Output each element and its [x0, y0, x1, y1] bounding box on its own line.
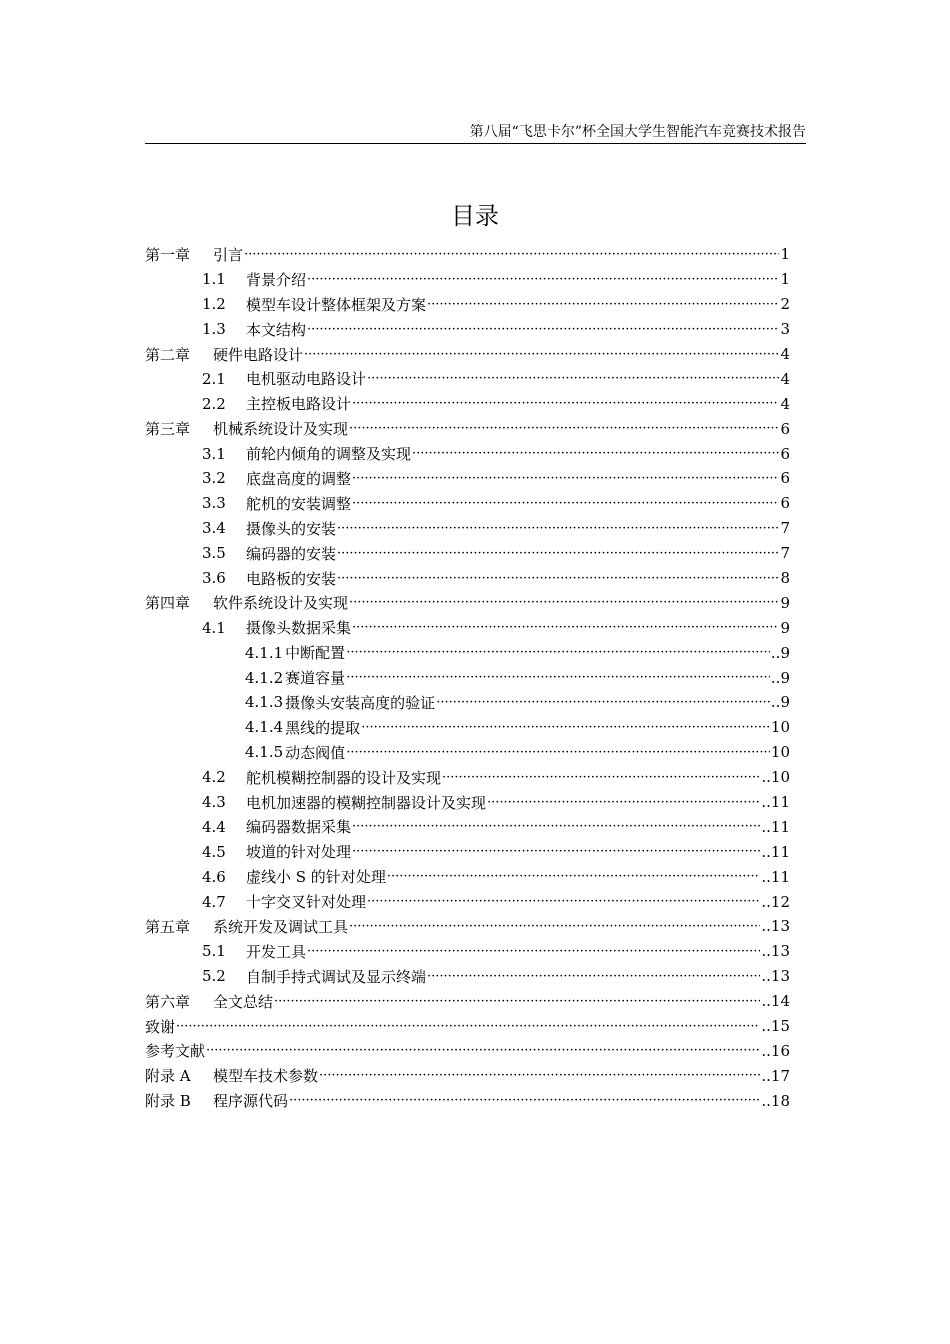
toc-entry-number: 第四章: [145, 594, 191, 613]
toc-entry-number: 第五章: [145, 917, 191, 936]
toc-entry[interactable]: [145, 292, 795, 317]
toc-entry[interactable]: [145, 989, 795, 1014]
toc-entry[interactable]: [145, 342, 795, 367]
toc-dot-leader: [274, 994, 760, 1009]
toc-entry[interactable]: [145, 366, 795, 391]
toc-entry-page: 4: [780, 394, 790, 413]
toc-entry-page: 10: [770, 718, 790, 737]
toc-entry-number: 5.1: [202, 942, 226, 961]
toc-entry-page: 2: [780, 295, 790, 314]
toc-entry-number: 4.1.3: [245, 693, 284, 712]
toc-entry-page: 9: [780, 593, 790, 612]
toc-dot-leader: [337, 521, 779, 536]
toc-entry-label: 电机加速器的模糊控制器设计及实现: [246, 793, 487, 812]
toc-dot-leader: [304, 347, 779, 362]
toc-entry-label: 模型车技术参数: [213, 1067, 319, 1086]
toc-dot-leader: [176, 1019, 760, 1034]
toc-entry-label: 本文结构: [246, 320, 307, 339]
toc-entry-label: 电机驱动电路设计: [246, 370, 367, 389]
toc-entry-number: 4.1.5: [245, 743, 284, 762]
toc-dot-leader: [352, 844, 760, 859]
toc-entry[interactable]: [145, 939, 795, 964]
toc-entry[interactable]: [145, 566, 795, 591]
toc-dot-leader: [349, 919, 760, 934]
toc-entry-number: 4.7: [202, 892, 226, 911]
toc-dot-leader: [367, 371, 779, 386]
toc-entry-page: ..16: [761, 1041, 790, 1060]
toc-entry-label: 底盘高度的调整: [246, 469, 352, 488]
toc-entry-label: 编码器数据采集: [246, 818, 352, 837]
toc-entry-page: ..11: [761, 842, 790, 861]
toc-entry[interactable]: [145, 640, 795, 665]
toc-entry-label: 开发工具: [246, 942, 307, 961]
toc-dot-leader: [346, 645, 770, 660]
toc-entry-number: 第六章: [145, 992, 191, 1011]
toc-entry-label: 参考文献: [145, 1042, 206, 1061]
toc-entry[interactable]: [145, 914, 795, 939]
toc-entry-label: 摄像头数据采集: [246, 619, 352, 638]
toc-entry[interactable]: [145, 690, 795, 715]
toc-entry[interactable]: [145, 416, 795, 441]
toc-entry-number: 4.1.4: [245, 718, 284, 737]
toc-entry-label: 坡道的针对处理: [246, 843, 352, 862]
toc-entry[interactable]: [145, 765, 795, 790]
toc-entry-number: 1.3: [202, 320, 226, 339]
toc-entry-number: 附录 A: [145, 1067, 191, 1086]
running-header: 第八届“飞思卡尔”杯全国大学生智能汽车竞赛技术报告: [469, 124, 806, 140]
toc-entry-number: 3.5: [202, 544, 226, 563]
toc-dot-leader: [352, 396, 779, 411]
toc-entry-page: 7: [780, 544, 790, 563]
toc-entry-label: 前轮内倾角的调整及实现: [246, 445, 412, 464]
toc-dot-leader: [319, 1068, 760, 1083]
toc-entry-page: ..15: [761, 1017, 790, 1036]
toc-entry[interactable]: [145, 889, 795, 914]
toc-entry-page: 10: [770, 743, 790, 762]
toc-entry-page: 8: [780, 569, 790, 588]
toc-entry-label: 舵机的安装调整: [246, 494, 352, 513]
toc-dot-leader: [352, 620, 779, 635]
toc-entry[interactable]: [145, 317, 795, 342]
toc-dot-leader: [352, 819, 760, 834]
toc-dot-leader: [349, 595, 779, 610]
table-of-contents: [145, 242, 795, 1113]
toc-entry-label: 动态阀值: [285, 743, 346, 762]
toc-entry[interactable]: [145, 740, 795, 765]
toc-entry-number: 2.1: [202, 369, 226, 388]
toc-dot-leader: [346, 745, 770, 760]
toc-entry-page: ..13: [761, 917, 790, 936]
toc-entry-page: 6: [780, 419, 790, 438]
toc-entry-number: 1.1: [202, 270, 226, 289]
toc-entry-number: 第三章: [145, 420, 191, 439]
toc-dot-leader: [427, 969, 760, 984]
toc-entry-number: 4.6: [202, 867, 226, 886]
toc-entry-label: 黑线的提取: [285, 718, 361, 737]
toc-entry-page: ..9: [770, 668, 790, 687]
toc-entry-label: 背景介绍: [246, 270, 307, 289]
toc-entry-page: ..9: [770, 693, 790, 712]
toc-entry-label: 软件系统设计及实现: [213, 594, 349, 613]
toc-dot-leader: [244, 247, 779, 262]
toc-entry-number: 1.2: [202, 295, 226, 314]
toc-entry-number: 3.2: [202, 469, 226, 488]
toc-entry-label: 自制手持式调试及显示终端: [246, 967, 427, 986]
toc-entry-page: 1: [780, 270, 790, 289]
toc-dot-leader: [361, 720, 770, 735]
toc-entry-page: ..9: [770, 643, 790, 662]
toc-entry-label: 全文总结: [213, 992, 274, 1011]
toc-entry-label: 致谢: [145, 1017, 176, 1036]
toc-entry-label: 舵机模糊控制器的设计及实现: [246, 768, 442, 787]
toc-entry-label: 摄像头的安装: [246, 519, 337, 538]
toc-entry[interactable]: [145, 790, 795, 815]
toc-entry[interactable]: [145, 1039, 795, 1064]
toc-dot-leader: [427, 297, 779, 312]
toc-entry-page: 4: [780, 369, 790, 388]
toc-entry-label: 程序源代码: [213, 1092, 289, 1111]
toc-entry-label: 模型车设计整体框架及方案: [246, 295, 427, 314]
toc-entry-number: 4.1.2: [245, 668, 284, 687]
toc-entry-page: ..11: [761, 817, 790, 836]
toc-entry[interactable]: [145, 814, 795, 839]
toc-entry[interactable]: [145, 516, 795, 541]
toc-entry-label: 十字交叉针对处理: [246, 893, 367, 912]
toc-entry-number: 5.2: [202, 967, 226, 986]
toc-dot-leader: [352, 471, 779, 486]
toc-dot-leader: [337, 571, 779, 586]
toc-entry[interactable]: [145, 1088, 795, 1113]
toc-entry-label: 硬件电路设计: [213, 345, 304, 364]
toc-entry[interactable]: [145, 864, 795, 889]
toc-entry[interactable]: [145, 391, 795, 416]
toc-entry-number: 2.2: [202, 394, 226, 413]
toc-dot-leader: [436, 695, 770, 710]
toc-dot-leader: [346, 670, 770, 685]
toc-entry-label: 主控板电路设计: [246, 395, 352, 414]
toc-entry[interactable]: [145, 615, 795, 640]
toc-entry-label: 电路板的安装: [246, 569, 337, 588]
toc-dot-leader: [307, 322, 779, 337]
toc-entry-number: 4.4: [202, 817, 226, 836]
toc-entry-number: 第一章: [145, 245, 191, 264]
toc-dot-leader: [367, 894, 760, 909]
toc-dot-leader: [337, 546, 779, 561]
toc-entry-label: 赛道容量: [285, 669, 346, 688]
toc-entry[interactable]: [145, 441, 795, 466]
toc-entry-page: ..18: [761, 1091, 790, 1110]
toc-entry-number: 4.3: [202, 793, 226, 812]
toc-dot-leader: [442, 770, 760, 785]
toc-entry-number: 3.6: [202, 569, 226, 588]
toc-entry-number: 3.1: [202, 444, 226, 463]
toc-entry-number: 3.4: [202, 519, 226, 538]
toc-entry-number: 4.2: [202, 768, 226, 787]
toc-entry-page: ..11: [761, 793, 790, 812]
toc-entry-number: 4.5: [202, 842, 226, 861]
toc-entry-page: 6: [780, 444, 790, 463]
toc-entry-number: 第二章: [145, 345, 191, 364]
toc-entry[interactable]: [145, 964, 795, 989]
toc-dot-leader: [412, 446, 779, 461]
toc-entry-label: 机械系统设计及实现: [213, 420, 349, 439]
toc-entry-label: 虚线小 S 的针对处理: [246, 868, 386, 887]
toc-entry-page: ..17: [761, 1066, 790, 1085]
toc-dot-leader: [352, 496, 779, 511]
toc-entry-label: 编码器的安装: [246, 544, 337, 563]
toc-entry-page: 1: [780, 245, 790, 264]
toc-entry[interactable]: [145, 267, 795, 292]
toc-entry-page: ..13: [761, 942, 790, 961]
toc-entry[interactable]: [145, 715, 795, 740]
toc-entry-number: 4.1: [202, 618, 226, 637]
toc-entry[interactable]: [145, 839, 795, 864]
toc-dot-leader: [487, 795, 760, 810]
toc-dot-leader: [307, 944, 760, 959]
toc-entry-page: ..10: [761, 768, 790, 787]
toc-entry-label: 系统开发及调试工具: [213, 917, 349, 936]
toc-entry-number: 3.3: [202, 494, 226, 513]
toc-entry-page: 3: [780, 320, 790, 339]
toc-entry-page: 9: [780, 618, 790, 637]
toc-dot-leader: [349, 421, 779, 436]
toc-entry[interactable]: [145, 590, 795, 615]
toc-dot-leader: [307, 272, 779, 287]
toc-entry[interactable]: [145, 466, 795, 491]
toc-entry[interactable]: [145, 491, 795, 516]
toc-entry-number: 4.1.1: [245, 643, 284, 662]
toc-title: 目录: [451, 202, 499, 230]
toc-dot-leader: [387, 869, 761, 884]
toc-entry[interactable]: [145, 1014, 795, 1039]
toc-entry-label: 摄像头安装高度的验证: [285, 693, 436, 712]
toc-dot-leader: [206, 1043, 760, 1058]
toc-dot-leader: [289, 1093, 760, 1108]
toc-entry-page: 7: [780, 519, 790, 538]
toc-entry[interactable]: [145, 242, 795, 267]
toc-entry-page: 4: [780, 345, 790, 363]
toc-entry-page: 6: [780, 494, 790, 513]
toc-entry-number: 附录 B: [145, 1092, 191, 1111]
toc-entry[interactable]: [145, 541, 795, 566]
header-rule: [145, 143, 806, 144]
toc-entry-page: 6: [780, 469, 790, 488]
toc-entry[interactable]: [145, 1063, 795, 1088]
toc-entry-label: 引言: [213, 245, 244, 264]
toc-entry-page: ..14: [761, 992, 790, 1011]
toc-entry-page: ..12: [761, 892, 790, 911]
toc-entry-page: ..11: [761, 867, 790, 886]
toc-entry-label: 中断配置: [285, 644, 346, 663]
toc-entry[interactable]: [145, 665, 795, 690]
toc-entry-page: ..13: [761, 967, 790, 986]
